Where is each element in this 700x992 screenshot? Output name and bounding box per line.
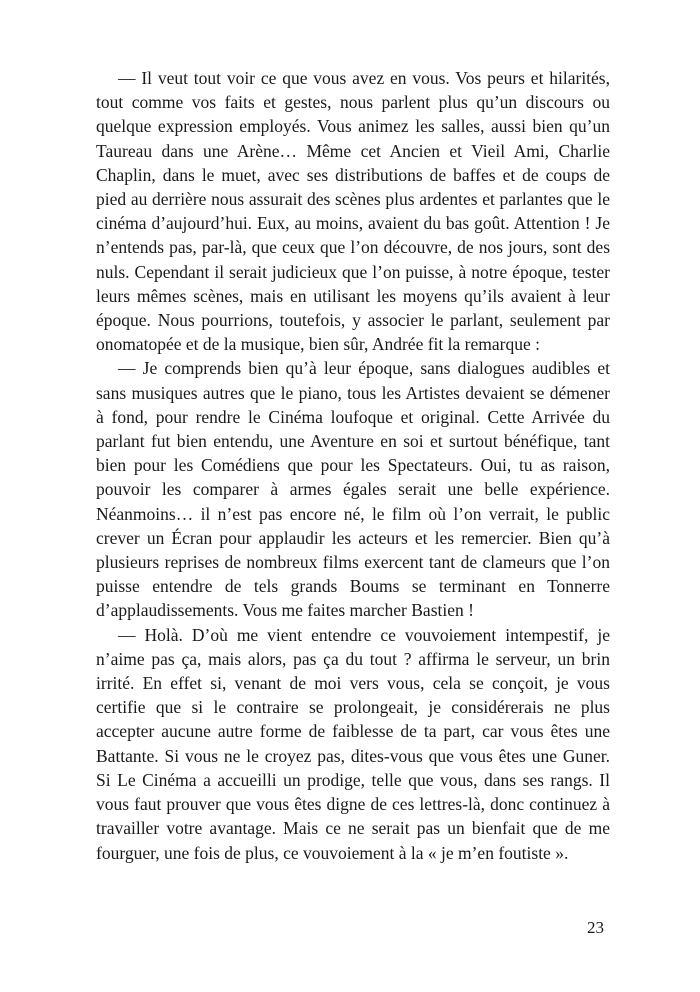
paragraph-3: — Holà. D’où me vient entendre ce vouvoiement intempestif, je n’aime pas ça, mais alors, pas ça du tout ? affirma le serveur, un brin irrité. En effet si, venant de moi vers vous, cela se conçoit, je vous certifie que si le contraire se prolongeait, je considérerais ne plus accepter aucune autre forme de faiblesse de ta part, car vous êtes une Battante. Si vous ne le croyez pas, dites-vous que vous êtes une Guner. Si Le Cinéma a accueilli un prodige, telle que vous, dans ses rangs. Il vous faut prouver que vous êtes digne de ces lettres-là, donc continuez à travailler votre avantage. Mais ce ne serait pas un bienfait que de me fourguer, une fois de plus, ce vouvoiement à la « je m’en foutiste ». xyxy=(96,624,610,863)
paragraph-1: — Il veut tout voir ce que vous avez en vous. Vos peurs et hilarités, tout comme vos faits et gestes, nous parlent plus qu’un discours ou quelque expression employés. Vous animez les salles, aussi bien qu’un Taureau dans une Arène… Même cet Ancien et Vieil Ami, Charlie Chaplin, dans le muet, avec ses distributions de baffes et de coups de pied au derrière nous assurait des scènes plus ardentes et parlantes que le cinéma d’aujourd’hui. Eux, au moins, avaient du bas goût. Attention ! Je n’entends pas, par-là, que ceux que l’on découvre, de nos jours, sont des nuls. Cependant il serait judicieux que l’on puisse, à notre époque, tester leurs mêmes scènes, mais en utilisant les moyens qu’ils avaient à leur époque. Nous pourrions, toutefois, y associer le parlant, seulement par onomatopée et de la musique, bien sûr, Andrée fit la remarque : xyxy=(96,68,610,355)
page-number: 23 xyxy=(587,918,604,937)
paragraph-2: — Je comprends bien qu’à leur époque, sans dialogues audibles et sans musiques autres que le piano, tous les Artistes devaient se démener à fond, pour rendre le Cinéma loufoque et original. Cette Arrivée du parlant fut bien entendu, une Aventure en soi et surtout bénéfique, tant bien pour les Comédiens que pour les Spectateurs. Oui, tu as raison, pouvoir les comparer à armes égales serait une belle expérience. Néanmoins… il n’est pas encore né, le film où l’on verrait, le public crever un Écran pour applaudir les acteurs et les remercier. Bien qu’à plusieurs reprises de nombreux films exercent tant de clameurs que l’on puisse entendre de tels grands Boums se terminant en Tonnerre d’applaudissements. Vous me faites marcher Bastien ! xyxy=(96,358,610,621)
body-text xyxy=(96,66,610,865)
